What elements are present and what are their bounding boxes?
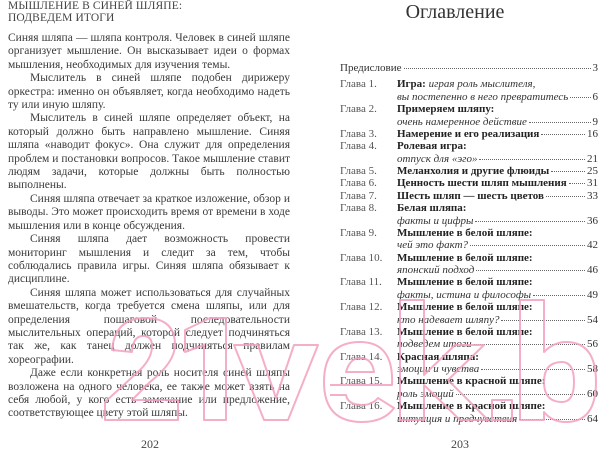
table-of-contents <box>340 62 598 425</box>
toc-entry[interactable] <box>340 351 598 376</box>
toc-title <box>397 351 479 363</box>
toc-entry-text <box>397 177 598 189</box>
toc-title <box>397 326 533 338</box>
toc-entry[interactable] <box>340 326 598 351</box>
dot-leader <box>481 369 585 370</box>
toc-page: 46 <box>587 264 598 276</box>
paragraph: Даже если конкретная роль носителя синей шляпы возложена на одного человека, ее также может взять на себя любой, у кого есть замечание или предложение, соответствующее цвету этой шляпы. <box>8 367 290 420</box>
toc-entry-text <box>397 400 598 425</box>
toc-page: 36 <box>587 214 598 227</box>
paragraph: Синяя шляпа — шляпа контроля. Человек в синей шляпе организует мышление. Он высказывает идеи о формах мышления, необходимых для изучения темы. <box>8 32 290 71</box>
toc-entry-text <box>397 140 598 165</box>
dot-leader <box>456 394 585 395</box>
toc-entry-text <box>397 301 598 326</box>
toc-entry-text <box>397 78 598 103</box>
toc-title <box>397 227 533 239</box>
toc-entry[interactable] <box>340 140 598 165</box>
chapter-subtitle: роль эмоций <box>397 387 454 400</box>
toc-title <box>397 103 494 115</box>
chapter-label: Глава 12. <box>340 301 383 314</box>
chapter-label: Глава 9. <box>340 226 377 239</box>
paragraph: Синяя шляпа дает возможность провести мониторинг мышления и следит за тем, чтобы соблюдались правила игры. Синяя шляпа обязывает к дисциплине. <box>8 233 290 286</box>
toc-line <box>397 177 598 189</box>
toc-entry-text <box>397 227 598 252</box>
toc-entry-text <box>397 202 598 227</box>
toc-subtitle <box>397 413 517 425</box>
toc-line <box>397 91 598 103</box>
toc-entry-text <box>397 326 598 351</box>
dot-leader <box>404 68 591 69</box>
toc-line <box>397 301 598 313</box>
chapter-subtitle: интуиция и предчувствия <box>397 412 518 425</box>
chapter-title: Мышление в белой шляпе: <box>397 276 533 289</box>
chapter-title: Мышление в белой шляпе: <box>397 251 533 264</box>
toc-entry[interactable] <box>340 202 598 227</box>
dot-leader <box>541 134 585 135</box>
dot-leader <box>533 295 585 296</box>
toc-subtitle <box>397 289 531 301</box>
chapter-label: Глава 5. <box>340 165 377 177</box>
chapter-title: Намерение и его реализация <box>397 127 540 140</box>
paragraph: Мыслитель в синей шляпе подобен дирижеру оркестра: именно он объявляет, когда необходимо надеть ту или иную шляпу. <box>8 72 290 112</box>
chapter-label: Глава 4. <box>340 140 377 153</box>
right-page <box>300 0 600 452</box>
chapter-subtitle: очень намеренное действие <box>397 115 527 128</box>
chapter-title: Меланхолия и другие флюиды <box>397 165 550 177</box>
chapter-subtitle: подведем итоги <box>397 338 472 351</box>
toc-entry-text <box>397 103 598 128</box>
toc-entry[interactable] <box>340 103 598 128</box>
toc-entry[interactable] <box>340 375 598 400</box>
chapter-title: Примеряем шляпу: <box>397 103 495 116</box>
toc-title <box>397 276 533 288</box>
toc-line <box>397 103 598 115</box>
toc-page: 33 <box>587 189 598 202</box>
toc-page: 49 <box>587 288 598 301</box>
toc-entry-text <box>397 165 598 177</box>
toc-subtitle <box>397 264 474 276</box>
chapter-label: Глава 10. <box>340 251 383 264</box>
chapter-title: Ролевая игра: <box>397 140 467 153</box>
chapter-subtitle: факты и цифры <box>397 214 474 227</box>
toc-line <box>397 314 598 326</box>
toc-subtitle <box>397 388 454 400</box>
toc-entry[interactable] <box>340 252 598 277</box>
chapter-subtitle: японский подход <box>397 264 475 276</box>
toc-title: Предисловие <box>340 62 402 74</box>
toc-line <box>397 227 598 239</box>
toc-page: 54 <box>587 313 598 326</box>
toc-title <box>397 190 544 202</box>
toc-line <box>397 400 598 412</box>
chapter-label: Глава 7. <box>340 189 377 202</box>
toc-page: 56 <box>587 338 598 351</box>
dot-leader <box>476 270 585 271</box>
toc-subtitle <box>397 116 527 128</box>
toc-page: 9 <box>592 115 598 128</box>
chapter-title: Красная шляпа: <box>397 350 479 363</box>
chapter-title: Мышление в красной шляпе: <box>397 375 546 388</box>
chapter-label: Глава 2. <box>340 103 377 116</box>
toc-entry-text <box>397 375 598 400</box>
running-header <box>8 0 182 24</box>
toc-page: 60 <box>587 387 598 400</box>
toc-line <box>397 388 598 400</box>
toc-subtitle <box>397 91 568 103</box>
dot-leader <box>474 344 585 345</box>
toc-line <box>397 239 598 251</box>
chapter-subtitle: эмоции и чувства <box>397 363 480 375</box>
toc-page: 21 <box>587 152 598 165</box>
toc-entry[interactable] <box>340 301 598 326</box>
toc-title <box>397 252 533 264</box>
toc-page: 16 <box>587 127 598 140</box>
page-number: 203 <box>451 437 469 451</box>
toc-title <box>397 400 545 412</box>
dot-leader <box>551 171 585 172</box>
chapter-title: Мышление в белой шляпе: <box>397 325 533 338</box>
toc-line <box>397 78 598 90</box>
toc-entry-text <box>397 276 598 301</box>
dot-leader <box>529 122 591 123</box>
toc-line <box>397 289 598 301</box>
paragraph: Мыслитель в синей шляпе определяет объект, на который должно быть направлено мышление. Синяя шляпа «наводит фокус». Она служит для определения проблем и постановки вопросов. Такое мышление ставит людям задачи, которые должны быть полностью выполнены. <box>8 112 290 192</box>
toc-page: 64 <box>587 412 598 425</box>
chapter-label: Глава 1. <box>340 78 377 91</box>
toc-page: 58 <box>587 363 598 375</box>
body-text <box>8 32 290 421</box>
toc-page: 31 <box>587 177 598 190</box>
toc-line <box>397 202 598 214</box>
toc-entry[interactable] <box>340 177 598 189</box>
toc-page: 25 <box>587 165 598 177</box>
dot-leader <box>501 320 585 321</box>
chapter-title: Мышление в белой шляпе: <box>397 226 533 239</box>
toc-line <box>397 375 598 387</box>
toc-line <box>397 363 598 375</box>
page-number: 202 <box>141 437 159 451</box>
toc-preface[interactable] <box>340 62 598 74</box>
toc-subtitle <box>397 314 499 326</box>
toc-line <box>397 326 598 338</box>
toc-page: 3 <box>592 62 598 74</box>
chapter-label: Глава 16. <box>340 400 383 413</box>
chapter-title: Мышление в красной шляпе: <box>397 400 546 413</box>
toc-line <box>397 351 598 363</box>
toc-title <box>397 177 567 189</box>
chapter-subtitle: играя роль мыслителя, <box>428 78 536 91</box>
dot-leader <box>570 97 590 98</box>
chapter-label: Глава 8. <box>340 202 377 215</box>
toc-line <box>397 153 598 165</box>
toc-entry[interactable] <box>340 128 598 140</box>
dot-leader <box>475 221 585 222</box>
chapter-label: Глава 14. <box>340 350 383 363</box>
header-line: ПОДВЕДЕМ ИТОГИ <box>8 12 115 24</box>
toc-line <box>397 140 598 152</box>
toc-line <box>397 413 598 425</box>
chapter-subtitle: отпуск для «эго» <box>397 152 478 165</box>
toc-subtitle <box>397 338 472 350</box>
chapter-label: Глава 11. <box>340 276 382 289</box>
dot-leader <box>470 245 585 246</box>
toc-entry[interactable] <box>340 165 598 177</box>
dot-leader <box>569 183 585 184</box>
toc-entry[interactable] <box>340 400 598 425</box>
chapter-label: Глава 13. <box>340 325 383 338</box>
toc-line <box>397 215 598 227</box>
chapter-title: Ценность шести шляп мышления <box>397 177 567 190</box>
toc-entry[interactable] <box>340 190 598 202</box>
toc-page: 6 <box>592 90 598 103</box>
chapter-title: Игра: <box>397 78 426 91</box>
toc-line <box>397 264 598 276</box>
toc-entry[interactable] <box>340 78 598 103</box>
header-line: МЫШЛЕНИЕ В СИНЕЙ ШЛЯПЕ: <box>8 0 183 12</box>
chapter-label: Глава 6. <box>340 177 377 190</box>
paragraph: Синяя шляпа может использоваться для случайных вмешательств, когда требуется смена шляпы, или для определения пошаговой последовательности мыслительных операций, которой следует подчиняться так же, как танец должен подчиняться правилам хореографии. <box>8 286 290 366</box>
chapter-subtitle: кто надевает шляпу? <box>397 313 500 326</box>
toc-line <box>397 276 598 288</box>
toc-title <box>397 375 545 387</box>
page-title: Оглавление <box>405 1 505 23</box>
dot-leader <box>519 419 585 420</box>
toc-line <box>397 165 598 177</box>
toc-title <box>397 140 467 152</box>
toc-title <box>397 128 539 140</box>
chapter-title: Мышление в белой шляпе: <box>397 301 533 314</box>
toc-line <box>397 128 598 140</box>
toc-subtitle <box>397 363 479 375</box>
chapter-subtitle: факты, истина и философы <box>397 288 532 301</box>
toc-title <box>397 78 535 90</box>
toc-entry-text <box>397 351 598 376</box>
toc-line <box>397 116 598 128</box>
chapter-label: Глава 3. <box>340 127 377 140</box>
toc-line <box>397 190 598 202</box>
toc-entry-text <box>397 252 598 277</box>
paragraph: Синяя шляпа отвечает за краткое изложение, обзор и выводы. Это может происходить время от времени в ходе мышления или в конце обсуждения. <box>8 192 290 232</box>
toc-entry-text <box>397 190 598 202</box>
chapter-label: Глава 15. <box>340 375 383 388</box>
toc-subtitle <box>397 215 473 227</box>
chapter-subtitle: вы постепенно в него превратитесь <box>397 90 569 103</box>
chapter-title: Шесть шляп — шесть цветов <box>397 189 544 202</box>
chapter-subtitle: чей это факт? <box>397 239 469 252</box>
toc-subtitle <box>397 239 468 251</box>
toc-entry[interactable] <box>340 227 598 252</box>
toc-title <box>397 301 533 313</box>
dot-leader <box>546 196 585 197</box>
toc-entry[interactable] <box>340 276 598 301</box>
toc-entry-text <box>397 128 598 140</box>
dot-leader <box>479 159 585 160</box>
toc-page: 42 <box>587 239 598 252</box>
chapter-title: Белая шляпа: <box>397 202 467 215</box>
toc-title <box>397 202 466 214</box>
toc-title <box>397 165 549 177</box>
toc-line <box>397 252 598 264</box>
toc-line <box>397 338 598 350</box>
toc-subtitle <box>397 153 477 165</box>
